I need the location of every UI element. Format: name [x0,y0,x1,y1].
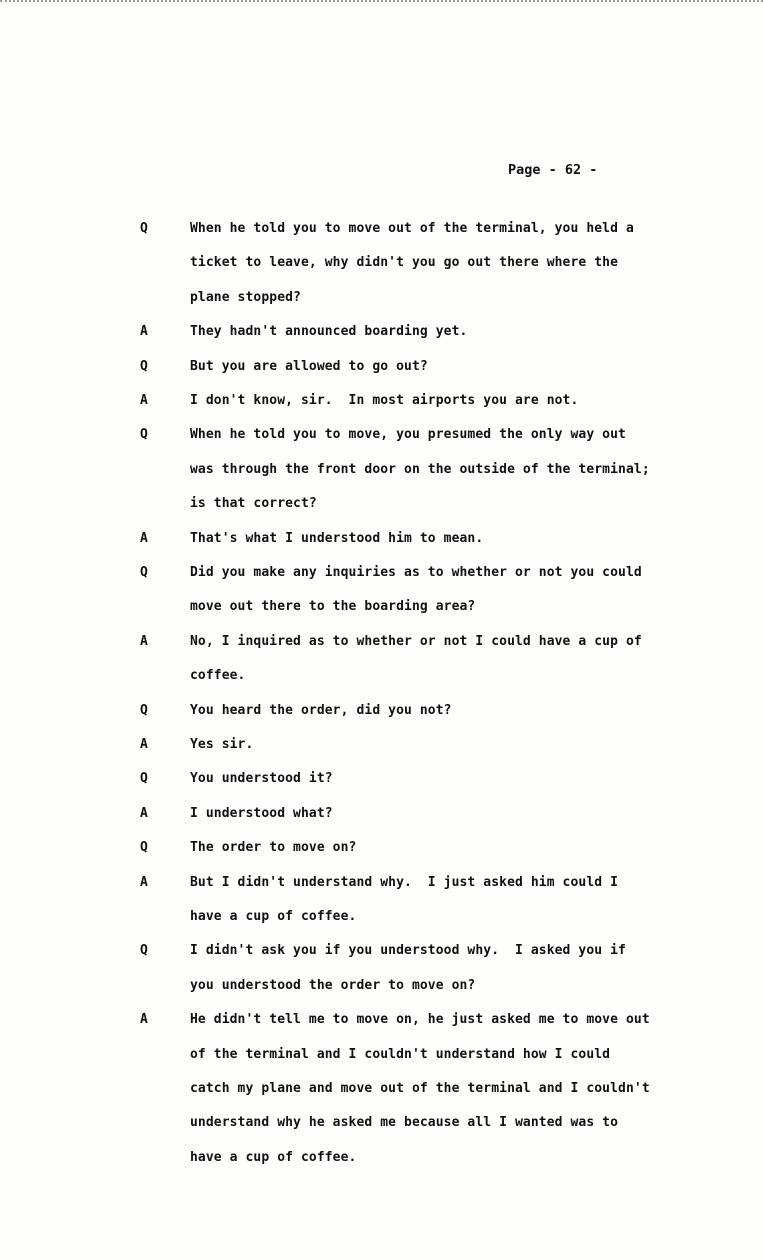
speaker-label: Q [140,427,148,443]
transcript-body [0,212,763,1175]
transcript-entry [0,212,763,315]
testimony-line: catch my plane and move out of the terminal and I couldn't [190,1080,650,1096]
transcript-entry [0,831,763,865]
testimony-line: You heard the order, did you not? [190,702,452,718]
testimony-line: When he told you to move, you presumed the only way out [190,427,626,443]
speaker-label: A [140,392,148,408]
transcript-entry [0,556,763,625]
transcript-entry [0,350,763,384]
testimony-line: is that correct? [190,496,317,512]
testimony-line: But I didn't understand why. I just asked him could I [190,874,619,890]
testimony-line: have a cup of coffee. [190,908,357,924]
testimony-line: That's what I understood him to mean. [190,530,484,546]
speaker-label: Q [140,702,148,718]
speaker-label: Q [140,221,148,236]
testimony-line: understand why he asked me because all I wanted was to [190,1115,619,1131]
testimony-text [190,350,730,384]
testimony-line: No, I inquired as to whether or not I could have a cup of [190,633,642,649]
testimony-line: When he told you to move out of the terminal, you held a [190,221,634,236]
speaker-label: Q [140,564,148,580]
speaker-label: A [140,530,148,546]
transcript-entry [0,522,763,556]
testimony-line: He didn't tell me to move on, he just asked me to move out [190,1012,650,1028]
testimony-line: The order to move on? [190,840,357,856]
speaker-label: Q [140,771,148,787]
transcript-entry [0,625,763,694]
transcript-entry [0,418,763,521]
testimony-text [190,762,730,796]
testimony-text [190,315,730,349]
testimony-line: I understood what? [190,805,333,821]
testimony-line: plane stopped? [190,289,301,305]
testimony-text [190,934,730,1003]
testimony-line: I didn't ask you if you understood why. I asked you if [190,943,626,959]
testimony-text [190,728,730,762]
testimony-text [190,522,730,556]
testimony-text [190,866,730,935]
speaker-label: A [140,633,148,649]
testimony-text [190,694,730,728]
speaker-label: Q [140,943,148,959]
transcript-entry [0,694,763,728]
transcript-entry [0,1003,763,1175]
speaker-label: A [140,1012,148,1028]
testimony-text [190,797,730,831]
transcript-entry [0,384,763,418]
speaker-label: Q [140,358,148,374]
testimony-text [190,384,730,418]
testimony-line: Did you make any inquiries as to whether or not you could [190,564,642,580]
testimony-text [190,1003,730,1175]
speaker-label: A [140,736,148,752]
testimony-line: have a cup of coffee. [190,1149,357,1165]
transcript-entry [0,934,763,1003]
speaker-label: A [140,874,148,890]
testimony-line: was through the front door on the outside of the terminal; [190,461,650,477]
testimony-line: Yes sir. [190,736,254,752]
testimony-text [190,556,730,625]
testimony-line: you understood the order to move on? [190,977,476,993]
testimony-text [190,418,730,521]
transcript-entry [0,866,763,935]
testimony-line: of the terminal and I couldn't understand how I could [190,1046,611,1062]
testimony-line: move out there to the boarding area? [190,599,476,615]
transcript-entry [0,762,763,796]
testimony-line: coffee. [190,668,246,684]
transcript-entry [0,797,763,831]
transcript-entry [0,315,763,349]
speaker-label: Q [140,840,148,856]
speaker-label: A [140,324,148,340]
testimony-text [190,212,730,315]
testimony-line: But you are allowed to go out? [190,358,428,374]
page-number: Page - 62 - [508,162,598,178]
testimony-line: ticket to leave, why didn't you go out there where the [190,255,619,271]
testimony-line: They hadn't announced boarding yet. [190,324,468,340]
testimony-text [190,831,730,865]
speaker-label: A [140,805,148,821]
testimony-line: You understood it? [190,771,333,787]
transcript-entry [0,728,763,762]
testimony-text [190,625,730,694]
testimony-line: I don't know, sir. In most airports you are not. [190,392,579,408]
page-top-edge [0,0,763,4]
